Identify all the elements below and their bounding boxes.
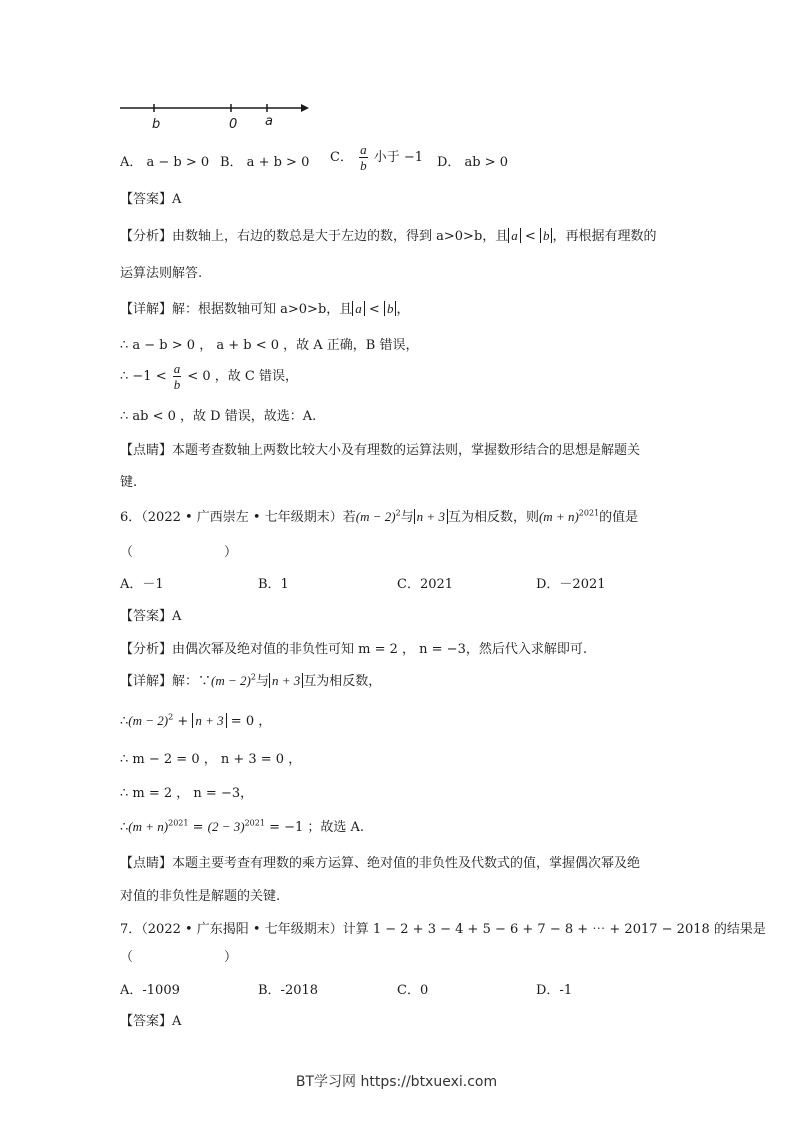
- q6-comment-line2: 对值的非负性是解题的关键.: [120, 889, 281, 904]
- q6-detail1-expr: (m − 2): [211, 673, 251, 688]
- q7-option-d: D．-1: [536, 983, 573, 998]
- q5-detail3-den: b: [173, 377, 181, 392]
- q6-option-c: C．2021: [397, 577, 454, 592]
- q5-option-c-den: b: [360, 158, 367, 173]
- q5-option-a: A． a − b > 0: [120, 155, 210, 170]
- q6-detail1-abs: n + 3: [269, 673, 303, 688]
- q6-stem-expr1: (m − 2): [355, 509, 396, 524]
- q6-stem-exp1: 2: [395, 508, 401, 518]
- q6-detail2-abs: n + 3: [192, 713, 226, 728]
- q6-detail5-expr1: (m + n): [128, 819, 169, 834]
- q6-detail1-exp: 2: [250, 672, 256, 682]
- q6-stem-mid2: 互为相反数，则: [447, 510, 539, 525]
- q5-detail-line3: [120, 362, 298, 391]
- q6-stem-exp2: 2021: [578, 508, 600, 518]
- q6-comment-line1: 【点睛】本题主要考查有理数的乘方运算、绝对值的非负性及代数式的值，掌握偶次幂及绝: [120, 856, 641, 871]
- q7-option-b: B．-2018: [258, 983, 319, 998]
- q5-analysis-text: 【分析】由数轴上，右边的数总是大于左边的数，得到 a>0>b，且: [120, 229, 509, 244]
- q6-option-d: D．－2021: [536, 577, 606, 592]
- q6-option-b: B．1: [258, 577, 289, 592]
- numberline-label-a: a: [265, 114, 273, 129]
- q5-option-c-suffix: 小于 −1: [373, 150, 424, 165]
- q7-stem: 7．（2022 • 广东揭阳 • 七年级期末）计算 1 − 2 + 3 − 4 + 5 − 6 + 7 − 8 + ⋯ + 2017 − 2018 的结果是: [120, 922, 766, 937]
- q6-detail2-expr: (m − 2): [128, 713, 169, 728]
- q6-detail1-prefix: 【详解】解：∵: [120, 674, 212, 689]
- q5-option-c: [330, 143, 423, 172]
- q5-option-d: D． ab > 0: [437, 155, 509, 170]
- q6-stem: [120, 506, 638, 525]
- q5-option-b: B． a + b > 0: [220, 155, 310, 170]
- q5-detail-line2: ∴ a − b > 0 ， a + b < 0 ，故 A 正确，B 错误，: [120, 338, 419, 353]
- q7-answer: 【答案】A: [120, 1014, 182, 1029]
- q6-analysis: 【分析】由偶次幂及绝对值的非负性可知 m = 2 ， n = −3，然后代入求解即可.: [120, 642, 587, 657]
- q5-detail-abs-b: b: [384, 301, 397, 316]
- q5-answer: 【答案】A: [120, 192, 182, 207]
- q5-detail-text: 【详解】解：根据数轴可知 a>0>b，且: [120, 302, 353, 317]
- q5-detail-line1: [120, 298, 409, 317]
- q6-detail2-suffix: = 0 ，: [226, 714, 272, 729]
- q6-option-a: A．－1: [120, 577, 164, 592]
- q6-stem-expr2: (m + n): [538, 509, 579, 524]
- q6-stem-mid: 与: [400, 510, 414, 525]
- q5-detail-lt: <: [364, 302, 384, 317]
- numberline-label-0: 0: [229, 117, 238, 132]
- q6-detail2-therefore: ∴: [120, 714, 129, 729]
- q5-detail3-fraction: [173, 362, 182, 391]
- q5-option-c-num: a: [360, 142, 367, 157]
- q6-stem-text: 6．（2022 • 广西崇左 • 七年级期末）若: [120, 510, 356, 525]
- q6-detail5-therefore: ∴: [120, 820, 129, 835]
- footer-watermark: BT学习网 https://btxuexi.com: [295, 1074, 498, 1090]
- q5-option-c-prefix: C．: [330, 150, 353, 165]
- q6-detail-line3: ∴ m − 2 = 0 ， n + 3 = 0 ，: [120, 752, 302, 767]
- q5-detail-text-end: ，: [396, 302, 410, 317]
- q6-detail5-expr2: (2 − 3): [207, 819, 245, 834]
- q6-detail-line2: [120, 710, 271, 729]
- q6-detail2-plus: +: [173, 714, 193, 729]
- q5-analysis-line1: [120, 225, 656, 244]
- q5-detail3-prefix: ∴ −1 <: [120, 369, 167, 384]
- q6-detail2-exp: 2: [168, 712, 174, 722]
- q5-comment-line2: 键.: [120, 475, 138, 490]
- q6-paren: （ ）: [120, 545, 238, 560]
- q5-detail3-suffix: < 0 ，故 C 错误，: [187, 369, 299, 384]
- q6-detail1-mid: 与: [255, 674, 269, 689]
- number-line: [115, 98, 315, 134]
- q5-option-c-fraction: [359, 143, 368, 172]
- q6-detail5-exp2: 2021: [244, 818, 265, 828]
- q6-stem-end: 的值是: [599, 510, 639, 525]
- q7-paren: （ ）: [120, 950, 238, 965]
- q6-detail5-eq: =: [188, 820, 208, 835]
- q7-option-c: C．0: [397, 983, 429, 998]
- q5-analysis-line2: 运算法则解答.: [120, 266, 203, 281]
- q6-detail5-exp1: 2021: [168, 818, 189, 828]
- q5-comment-line1: 【点睛】本题考查数轴上两数比较大小及有理数的运算法则，掌握数形结合的思想是解题关: [120, 443, 641, 458]
- q5-analysis-abs-a: a: [508, 228, 521, 243]
- q5-analysis-abs-b: b: [540, 228, 553, 243]
- q6-detail-line4: ∴ m = 2 ， n = −3，: [120, 786, 254, 801]
- numberline-label-b: b: [152, 117, 161, 132]
- q5-analysis-text-end: ，再根据有理数的: [552, 229, 657, 244]
- q6-detail5-end: = −1 ；故选 A.: [264, 820, 365, 835]
- q6-detail1-suffix: 互为相反数，: [303, 674, 382, 689]
- q7-option-a: A．-1009: [120, 983, 180, 998]
- q6-detail-line1: [120, 670, 381, 689]
- q5-detail-line4: ∴ ab < 0 ，故 D 错误，故选：A.: [120, 409, 317, 424]
- q5-detail3-num: a: [173, 361, 181, 376]
- q6-stem-abs: n + 3: [414, 509, 448, 524]
- q5-detail-abs-a: a: [352, 301, 365, 316]
- q6-detail-line5: [120, 816, 364, 835]
- q5-analysis-lt: <: [520, 229, 540, 244]
- q6-answer: 【答案】A: [120, 609, 182, 624]
